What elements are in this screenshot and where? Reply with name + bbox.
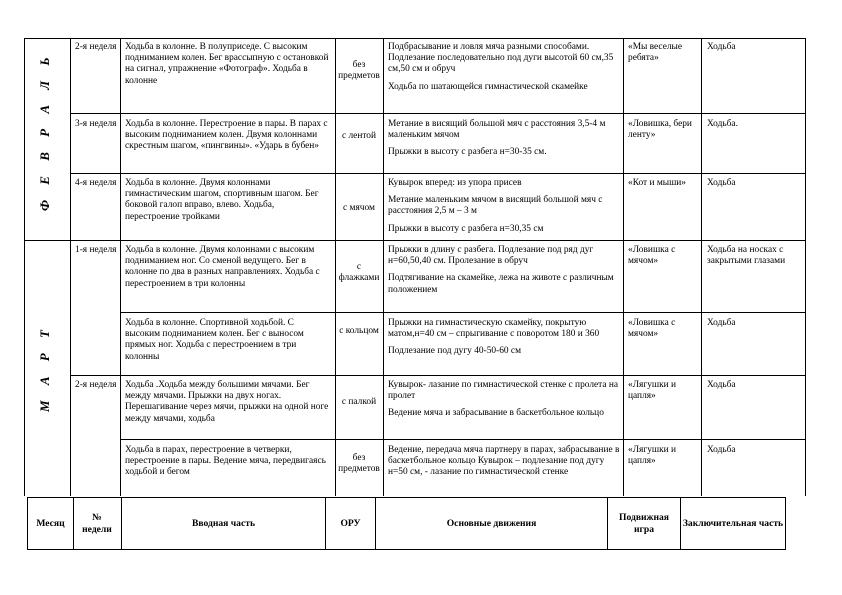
header-oru: ОРУ — [340, 517, 361, 529]
oru-cell: с палкой — [341, 397, 377, 407]
intro-cell: Ходьба в колонне. Двумя колоннами с высоким подниманием ног. Со сменой ведущего. Бег в колонне по два в разных направлениях. Ходьба с перестроением в три колонны — [125, 245, 320, 289]
intro-cell: Ходьба в колонне. В полуприседе. С высоким подниманием колен. Бег врассыпную с остановкой на сигнал, упражнение «Фотограф». Ходьба в колонне — [125, 42, 329, 86]
week-cell: 4-я неделя — [75, 178, 117, 188]
intro-cell: Ходьба в колонне. Двумя колоннами гимнастическим шагом, спортивным шагом. Бег боковой галоп вправо, влево. Ходьба, перестроение тройками — [125, 178, 319, 222]
final-cell: Ходьба на носках с закрытыми глазами — [707, 245, 786, 267]
week-cell: 2-я неделя — [75, 42, 117, 52]
game-cell: «Ловишка с мячом» — [628, 245, 676, 267]
header-month: Месяц — [36, 517, 65, 529]
main-text: Ведение мяча и забрасывание в баскетбольное кольцо — [388, 408, 604, 419]
game-cell: «Лягушки и цапля» — [628, 445, 677, 467]
main-text: Подтягивание на скамейке, лежа на животе с различным положением — [388, 273, 614, 295]
main-cell — [388, 380, 620, 426]
main-cell — [388, 178, 620, 241]
main-cell — [388, 245, 620, 302]
main-text: Прыжки в высоту с разбега н=30,35 см — [388, 223, 544, 234]
header-main: Основные движения — [446, 517, 537, 529]
main-cell: Ведение, передача мяча партнеру в парах, забрасывание в баскетбольное кольцо Кувырок – подлезание под дугу н=50 см, - лазание по гимнастической стенке — [388, 445, 620, 478]
main-text: Подбрасывание и ловля мяча разными способами. Подлезание последовательно под дуги высотой 60 см,35 см,50 см и обруч — [388, 42, 614, 75]
oru-cell: с лентой — [341, 131, 377, 141]
final-cell: Ходьба — [707, 42, 736, 52]
intro-cell: Ходьба .Ходьба между большими мячами. Бег между мячами. Прыжки на двух ногах. Перешагивание через мячи, прыжки на одной ноге между мячами, ходьба — [125, 380, 329, 424]
final-cell: Ходьба — [707, 445, 736, 455]
week-cell: 2-я неделя — [75, 380, 117, 390]
week-cell: 1-я неделя — [75, 245, 117, 255]
main-cell — [388, 318, 620, 364]
oru-cell: с мячом — [343, 203, 375, 213]
final-cell: Ходьба — [707, 318, 736, 328]
game-cell: «Ловишка с мячом» — [628, 318, 676, 340]
month-february: Ф Е В Р А Л Ь — [37, 51, 52, 211]
game-cell: «Лягушки и цапля» — [628, 380, 677, 402]
oru-cell: с кольцом — [339, 326, 379, 336]
week-cell: 3-я неделя — [75, 119, 117, 129]
main-text: Прыжки в высоту с разбега н=30-35 см. — [388, 147, 547, 158]
final-cell: Ходьба. — [707, 119, 738, 129]
oru-cell: без предметов — [338, 60, 380, 82]
intro-cell: Ходьба в парах, перестроение в четверки, перестроение в пары. Ведение мяча, передвигаясь ходьбой и бегом — [125, 445, 326, 478]
header-week: № недели — [82, 511, 112, 535]
main-text: Метание в висящий большой мяч с расстояния 3,5-4 м маленьким мячом — [388, 119, 606, 141]
header-intro: Вводная часть — [191, 517, 256, 529]
header-game: Подвижная игра — [618, 511, 670, 535]
game-cell: «Ловишка, бери ленту» — [628, 119, 692, 141]
game-cell: «Кот и мыши» — [628, 178, 686, 188]
main-text: Кувырок- лазание по гимнастической стенке с пролета на пролет — [388, 380, 619, 402]
main-cell — [388, 119, 620, 165]
final-cell: Ходьба — [707, 178, 736, 188]
main-cell — [388, 42, 620, 99]
main-text: Прыжки в длину с разбега. Подлезание под ряд дуг н=60,50,40 см. Пролезание в обруч — [388, 245, 594, 267]
final-cell: Ходьба — [707, 380, 736, 390]
main-text: Подлезание под дугу 40-50-60 см — [388, 346, 522, 357]
game-cell: «Мы веселые ребята» — [628, 42, 683, 64]
main-text: Прыжки на гимнастическую скамейку, покрытую матом,н=40 см – спрыгивание с поворотом 180 и 360 — [388, 318, 600, 340]
intro-cell: Ходьба в колонне. Перестроение в пары. В парах с высоким подниманием колен. Двумя колоннами скрестным шагом, «пингвины». «Ударь в бубен» — [125, 119, 328, 152]
main-text: Метание маленьким мячом в висящий большой мяч с расстояния 2,5 м – 3 м — [388, 195, 603, 217]
main-text: Ходьба по шатающейся гимнастической скамейке — [388, 81, 588, 92]
oru-cell: с флажками — [338, 262, 380, 284]
oru-cell: без предметов — [338, 453, 380, 475]
month-march: М А Р Т — [37, 324, 52, 412]
main-text: Кувырок вперед: из упора присев — [388, 178, 522, 188]
header-final: Заключительная часть — [682, 517, 784, 529]
intro-cell: Ходьба в колонне. Спортивной ходьбой. С высоким подниманием колен. Бег с выносом прямых ног. Ходьба с перестроением в три колонны — [125, 318, 304, 362]
